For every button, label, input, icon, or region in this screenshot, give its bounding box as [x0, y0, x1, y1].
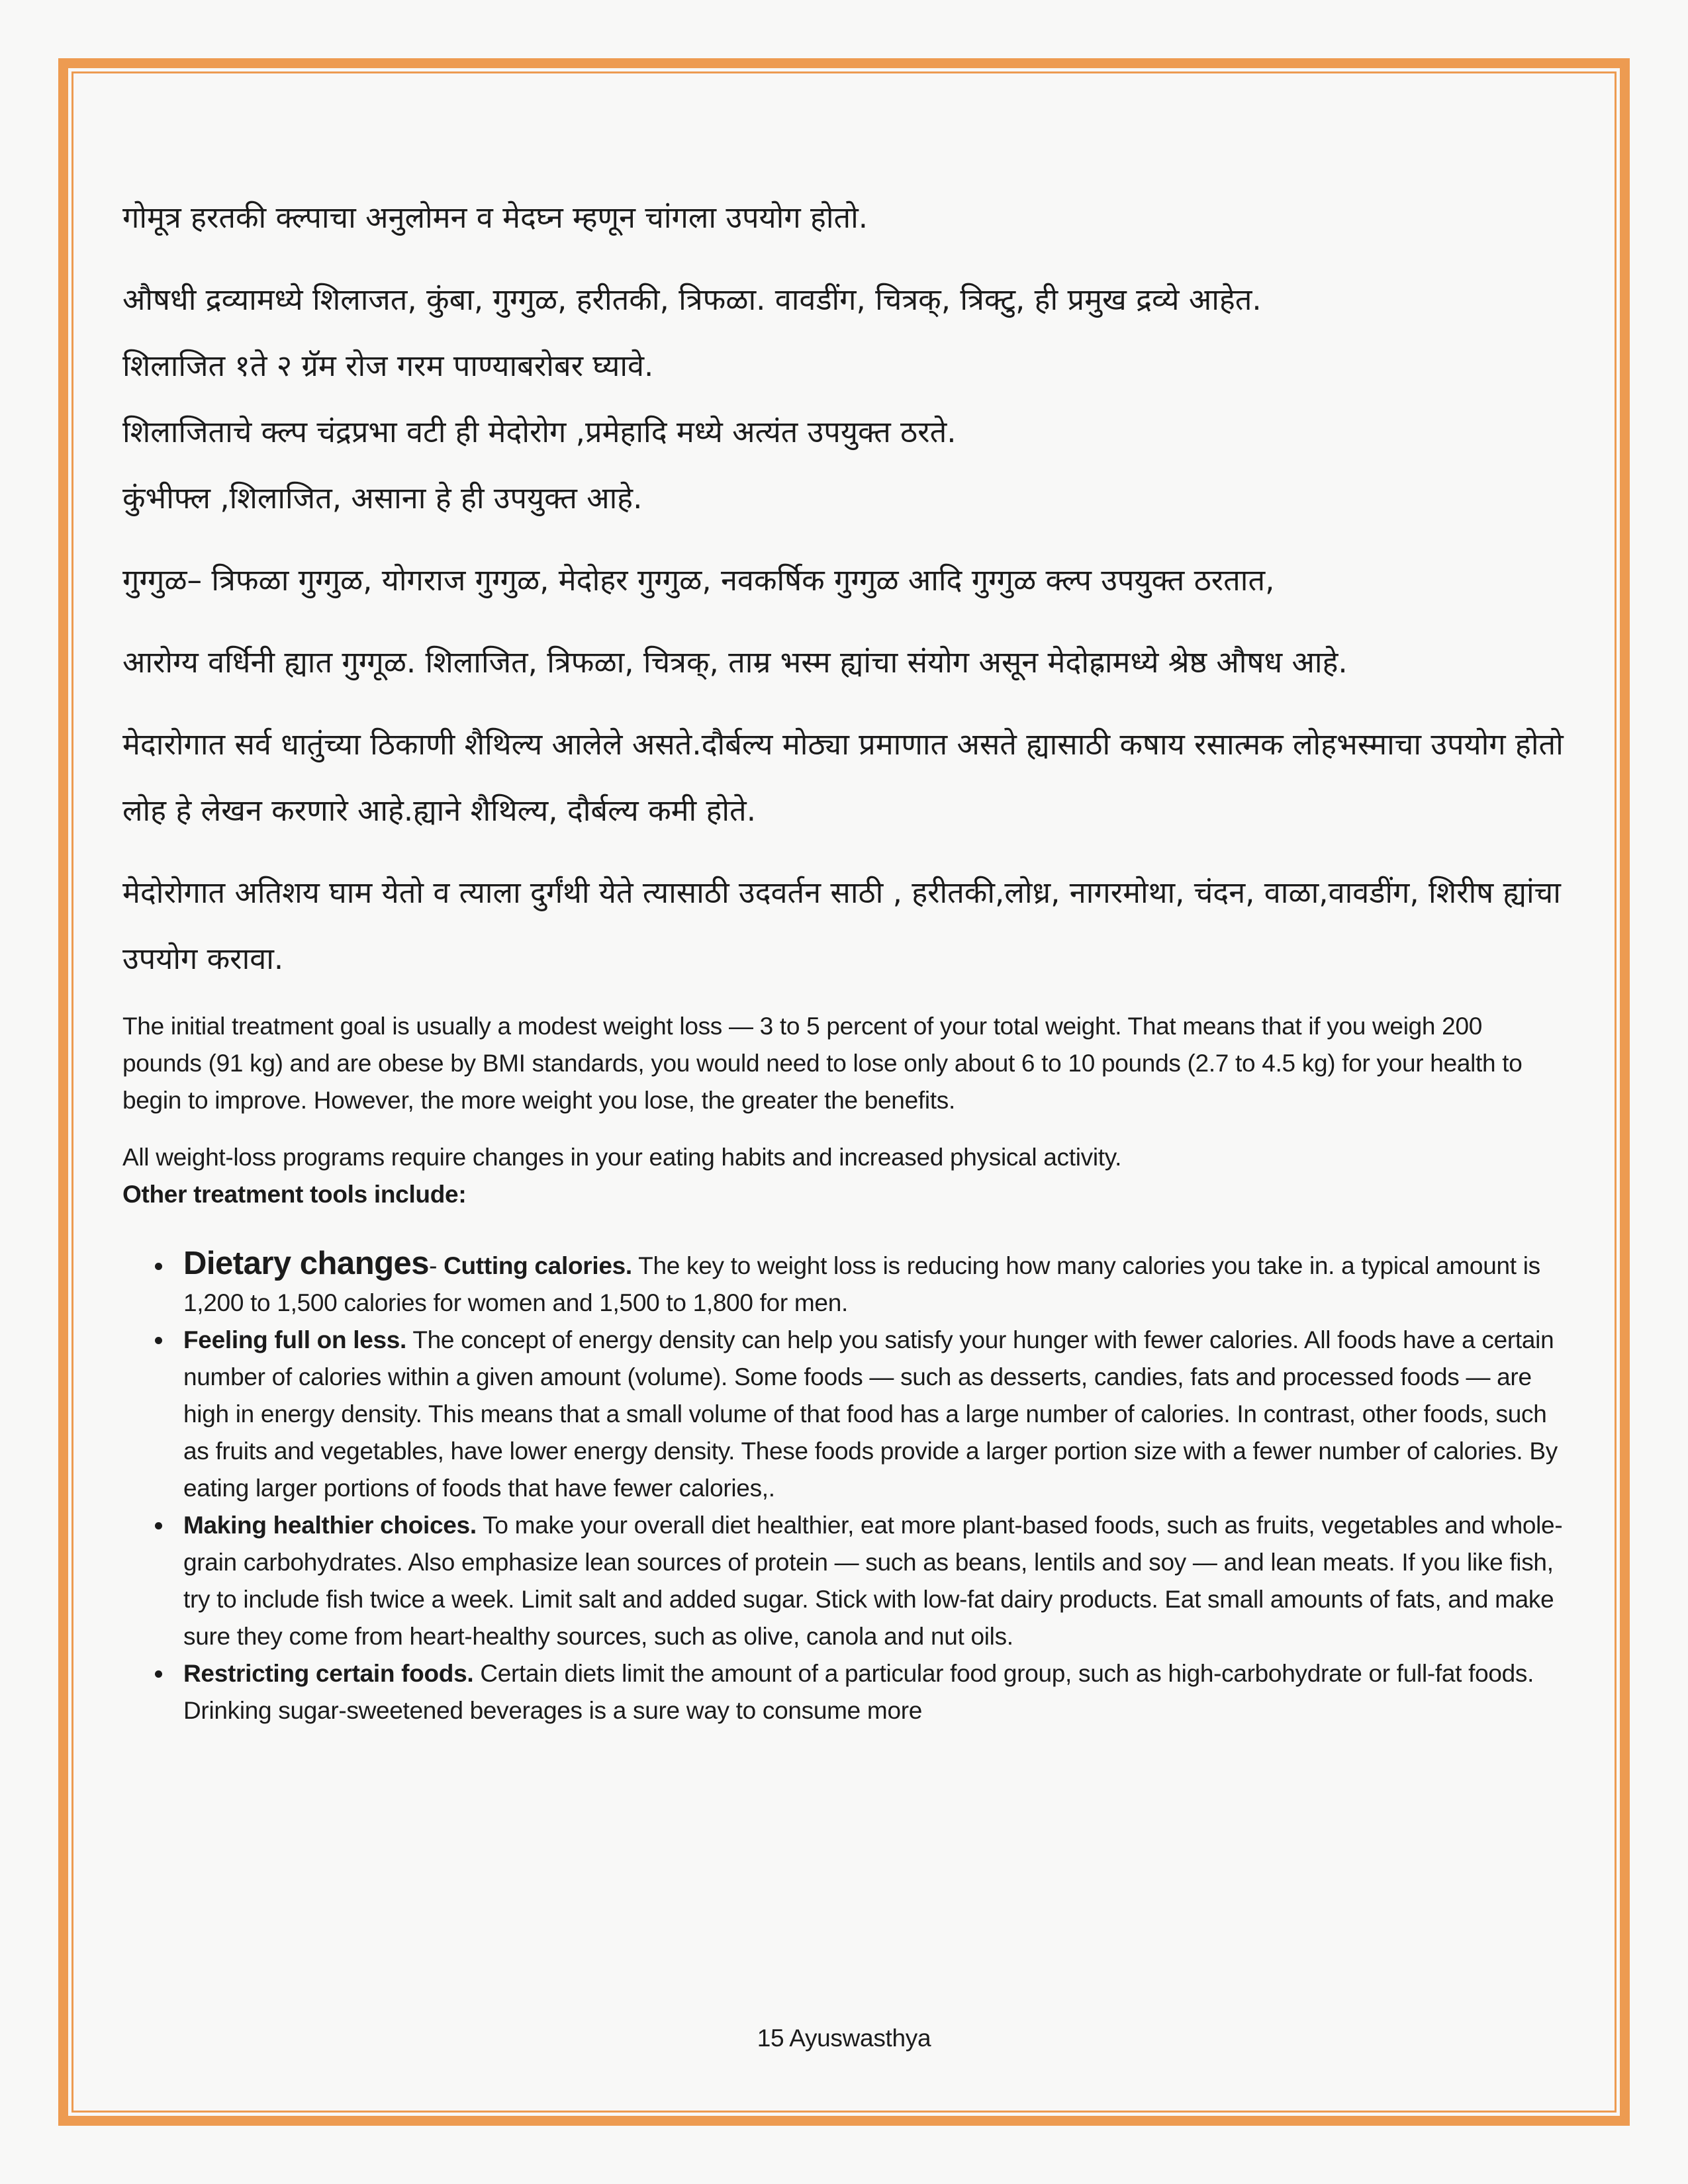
list-item-lead: Cutting calories. [444, 1252, 632, 1279]
marathi-paragraph-2 [122, 267, 1566, 531]
english-paragraph-2-text: All weight-loss programs require changes in your eating habits and increased physical activity. [122, 1144, 1122, 1171]
page-footer: 15 Ayuswasthya [757, 2025, 931, 2052]
list-item-text: Certain diets limit the amount of a particular food group, such as high-carbohydrate or full-fat foods. Drinking sugar-sweetened beverages is a sure way to consume more [183, 1660, 1534, 1724]
list-item-text: The concept of energy density can help you satisfy your hunger with fewer calories. All foods have a certain number of calories within a given amount (volume). Some foods — such as desserts, candies, fats and processed foods — are high in energy density. This means that a small volume of that food has a large number of calories. In contrast, other foods, such as fruits and vegetables, have lower energy density. These foods provide a larger portion size with a fewer number of calories. By eating larger portions of foods that have fewer calories,. [183, 1326, 1558, 1502]
page-border-outer [58, 58, 1630, 2126]
marathi-paragraph-1: गोमूत्र हरतकी क्ल्पाचा अनुलोमन व मेदघ्न म्हणून चांगला उपयोग होतो. [122, 200, 868, 235]
english-paragraph-2-heading: Other treatment tools include: [122, 1181, 467, 1208]
marathi-line: शिलाजिताचे क्ल्प चंद्रप्रभा वटी ही मेदोरोग ,प्रमेहादि मध्ये अत्यंत उपयुक्त ठरते. [122, 414, 957, 449]
page-content [73, 73, 1615, 2111]
marathi-paragraph-6: मेदोरोगात अतिशय घाम येतो व त्याला दुर्गंथी येते त्यासाठी उदवर्तन साठी , हरीतकी,लोध्र, नागरमोथा, चंदन, वाळा,वावडींग, शिरीष ह्यांचा उपयोग करावा. [122, 875, 1561, 976]
marathi-line: शिलाजित १ते २ ग्रॅम रोज गरम पाण्याबरोबर घ्यावे. [122, 348, 654, 383]
english-paragraph-1: The initial treatment goal is usually a modest weight loss — 3 to 5 percent of your total weight. That means that if you weigh 200 pounds (91 kg) and are obese by BMI standards, you would need to lose only about 6 to 10 pounds (2.7 to 4.5 kg) for your health to begin to improve. However, the more weight you lose, the greater the benefits. [122, 1013, 1523, 1114]
list-item-text: To make your overall diet healthier, eat more plant-based foods, such as fruits, vegetables and whole-grain carbohydrates. Also emphasize lean sources of protein — such as beans, lentils and soy — and lean meats. If you like fish, try to include fish twice a week. Limit salt and added sugar. Stick with low-fat dairy products. Eat small amounts of fats, and make sure they come from heart-healthy sources, such as olive, canola and nut oils. [183, 1512, 1563, 1650]
list-item-title: Dietary changes [183, 1246, 430, 1281]
treatment-tools-list [122, 1245, 1566, 1729]
page-border-inner [71, 71, 1617, 2113]
marathi-paragraph-3: गुग्गुळ– त्रिफळा गुग्गुळ, योगराज गुग्गुळ, मेदोहर गुग्गुळ, नवकर्षिक गुग्गुळ आदि गुग्गुळ क्ल्प उपयुक्त ठरतात, [122, 563, 1275, 598]
list-item-lead: Feeling full on less. [183, 1326, 407, 1353]
list-item-text: The key to weight loss is reducing how many calories you take in. a typical amount is 1,200 to 1,500 calories for women and 1,500 to 1,800 for men. [183, 1252, 1540, 1316]
list-item-feeling-full [174, 1322, 1566, 1507]
list-item-separator: - [429, 1252, 444, 1279]
list-item-dietary-changes [174, 1245, 1566, 1322]
marathi-line: कुंभीफ्ल ,शिलाजित, असाना हे ही उपयुक्त आहे. [122, 480, 643, 516]
marathi-paragraph-4: आरोग्य वर्धिनी ह्यात गुग्गूळ. शिलाजित, त्रिफळा, चित्रक्, ताम्र भस्म ह्यांचा संयोग असून मेदोह्रामध्ये श्रेष्ठ औषध आहे. [122, 645, 1348, 680]
list-item-lead: Restricting certain foods. [183, 1660, 474, 1687]
list-item-restricting-foods [174, 1655, 1566, 1729]
marathi-line: औषधी द्रव्यामध्ये शिलाजत, कुंबा, गुग्गुळ, हरीतकी, त्रिफळा. वावडींग, चित्रक्, त्रिक्टु, ही प्रमुख द्रव्ये आहेत. [122, 282, 1262, 317]
marathi-paragraph-5: मेदारोगात सर्व धातुंच्या ठिकाणी शैथिल्य आलेले असते.दौर्बल्य मोठ्या प्रमाणात असते ह्यासाठी कषाय रसात्मक लोहभस्माचा उपयोग होतो लोह हे लेखन करणारे आहे.ह्याने शैथिल्य, दौर्बल्य कमी होते. [122, 727, 1564, 828]
list-item-healthier-choices [174, 1507, 1566, 1655]
list-item-lead: Making healthier choices. [183, 1512, 477, 1539]
english-paragraph-2 [122, 1139, 1566, 1213]
